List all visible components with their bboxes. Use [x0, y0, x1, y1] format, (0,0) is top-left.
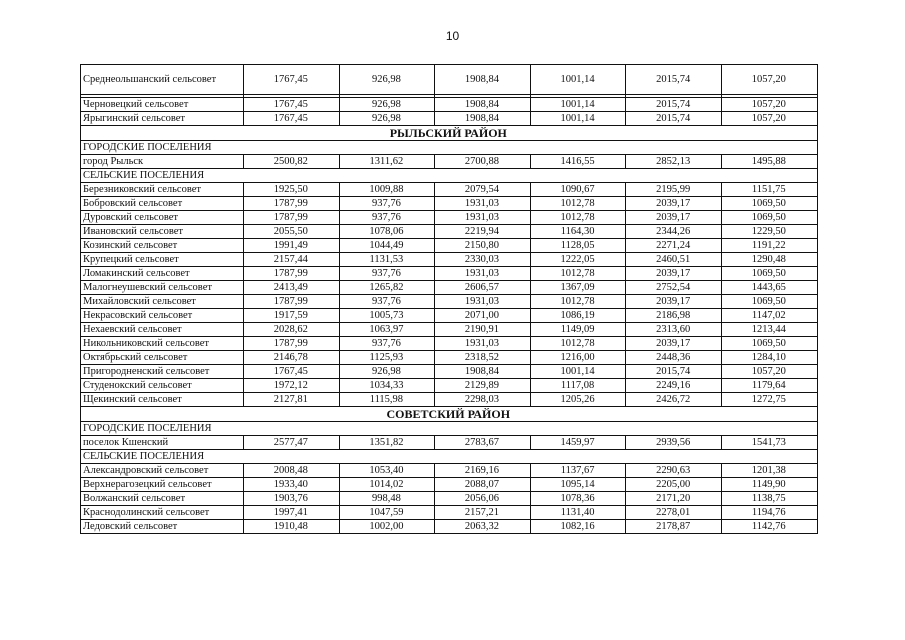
value-cell: 2157,21: [435, 506, 531, 520]
value-cell: 2313,60: [626, 323, 722, 337]
settlement-name-cell: Студенокский сельсовет: [81, 379, 244, 393]
value-cell: 1117,08: [530, 379, 626, 393]
value-cell: 1138,75: [721, 492, 817, 506]
settlement-name-cell: Щекинский сельсовет: [81, 393, 244, 407]
settlement-name-cell: Малогнеушевский сельсовет: [81, 281, 244, 295]
value-cell: 2079,54: [435, 183, 531, 197]
value-cell: 1012,78: [530, 267, 626, 281]
value-cell: 2500,82: [244, 155, 340, 169]
value-cell: 926,98: [339, 112, 435, 126]
settlement-name-cell: Бобровский сельсовет: [81, 197, 244, 211]
table-row: [81, 98, 818, 112]
value-cell: 1931,03: [435, 267, 531, 281]
value-cell: 2039,17: [626, 211, 722, 225]
value-cell: 2195,99: [626, 183, 722, 197]
value-cell: 2290,63: [626, 464, 722, 478]
value-cell: 1147,02: [721, 309, 817, 323]
value-cell: 1931,03: [435, 211, 531, 225]
value-cell: 1069,50: [721, 211, 817, 225]
settlement-name-cell: Ивановский сельсовет: [81, 225, 244, 239]
value-cell: 1057,20: [721, 98, 817, 112]
settlement-name-cell: Михайловский сельсовет: [81, 295, 244, 309]
table-row: [81, 211, 818, 225]
table-row: [81, 112, 818, 126]
value-cell: 1057,20: [721, 65, 817, 95]
section-title: СЕЛЬСКИЕ ПОСЕЛЕНИЯ: [81, 450, 818, 464]
value-cell: 1925,50: [244, 183, 340, 197]
section-title: ГОРОДСКИЕ ПОСЕЛЕНИЯ: [81, 141, 818, 155]
district-title: РЫЛЬСКИЙ РАЙОН: [81, 126, 818, 141]
value-cell: 2127,81: [244, 393, 340, 407]
table-row: [81, 337, 818, 351]
value-cell: 2055,50: [244, 225, 340, 239]
value-cell: 1057,20: [721, 365, 817, 379]
value-cell: 1012,78: [530, 295, 626, 309]
value-cell: 1495,88: [721, 155, 817, 169]
value-cell: 1191,22: [721, 239, 817, 253]
table-row: [81, 309, 818, 323]
value-cell: 1908,84: [435, 65, 531, 95]
tariff-table-container: [80, 64, 817, 534]
value-cell: 1009,88: [339, 183, 435, 197]
table-row: [81, 323, 818, 337]
value-cell: 1002,00: [339, 520, 435, 534]
value-cell: 2063,32: [435, 520, 531, 534]
value-cell: 2015,74: [626, 112, 722, 126]
value-cell: 2577,47: [244, 436, 340, 450]
value-cell: 1082,16: [530, 520, 626, 534]
value-cell: 2298,03: [435, 393, 531, 407]
page-number: 10: [445, 29, 460, 43]
value-cell: 1078,36: [530, 492, 626, 506]
value-cell: 1459,97: [530, 436, 626, 450]
value-cell: 2146,78: [244, 351, 340, 365]
value-cell: 1767,45: [244, 98, 340, 112]
table-row: [81, 436, 818, 450]
value-cell: 2700,88: [435, 155, 531, 169]
value-cell: 2330,03: [435, 253, 531, 267]
value-cell: 1311,62: [339, 155, 435, 169]
value-cell: 1910,48: [244, 520, 340, 534]
value-cell: 1095,14: [530, 478, 626, 492]
value-cell: 1001,14: [530, 65, 626, 95]
value-cell: 1416,55: [530, 155, 626, 169]
value-cell: 926,98: [339, 365, 435, 379]
value-cell: 1908,84: [435, 365, 531, 379]
value-cell: 1213,44: [721, 323, 817, 337]
value-cell: 2150,80: [435, 239, 531, 253]
value-cell: 1787,99: [244, 197, 340, 211]
value-cell: 2186,98: [626, 309, 722, 323]
district-header-row: [81, 126, 818, 141]
table-row: [81, 225, 818, 239]
value-cell: 1012,78: [530, 211, 626, 225]
value-cell: 1443,65: [721, 281, 817, 295]
value-cell: 1931,03: [435, 337, 531, 351]
settlement-name-cell: Нехаевский сельсовет: [81, 323, 244, 337]
value-cell: 2939,56: [626, 436, 722, 450]
settlement-name-cell: Черновецкий сельсовет: [81, 98, 244, 112]
section-header-row: [81, 450, 818, 464]
value-cell: 1131,53: [339, 253, 435, 267]
value-cell: 2071,00: [435, 309, 531, 323]
value-cell: 926,98: [339, 65, 435, 95]
value-cell: 1787,99: [244, 211, 340, 225]
value-cell: 1931,03: [435, 295, 531, 309]
value-cell: 2606,57: [435, 281, 531, 295]
value-cell: 1265,82: [339, 281, 435, 295]
value-cell: 937,76: [339, 295, 435, 309]
table-row: [81, 281, 818, 295]
table-row: [81, 351, 818, 365]
section-header-row: [81, 141, 818, 155]
settlement-name-cell: Краснодолинский сельсовет: [81, 506, 244, 520]
value-cell: 1125,93: [339, 351, 435, 365]
value-cell: 1069,50: [721, 267, 817, 281]
section-header-row: [81, 422, 818, 436]
value-cell: 2015,74: [626, 98, 722, 112]
table-row: [81, 239, 818, 253]
value-cell: 2205,00: [626, 478, 722, 492]
value-cell: 2448,36: [626, 351, 722, 365]
value-cell: 937,76: [339, 267, 435, 281]
table-row: [81, 267, 818, 281]
value-cell: 1933,40: [244, 478, 340, 492]
value-cell: 1284,10: [721, 351, 817, 365]
table-row: [81, 197, 818, 211]
settlement-name-cell: Ледовский сельсовет: [81, 520, 244, 534]
table-body: [81, 65, 818, 534]
value-cell: 1001,14: [530, 112, 626, 126]
value-cell: 1972,12: [244, 379, 340, 393]
value-cell: 1078,06: [339, 225, 435, 239]
value-cell: 937,76: [339, 337, 435, 351]
table-row: [81, 520, 818, 534]
value-cell: 2129,89: [435, 379, 531, 393]
value-cell: 1787,99: [244, 295, 340, 309]
settlement-name-cell: Ярыгинский сельсовет: [81, 112, 244, 126]
table-row: [81, 464, 818, 478]
value-cell: 2015,74: [626, 65, 722, 95]
value-cell: 1767,45: [244, 112, 340, 126]
settlement-name-cell: Среднеольшанский сельсовет: [81, 65, 244, 95]
value-cell: 1069,50: [721, 337, 817, 351]
value-cell: 2426,72: [626, 393, 722, 407]
settlement-name-cell: поселок Кшенский: [81, 436, 244, 450]
value-cell: 2039,17: [626, 267, 722, 281]
value-cell: 1997,41: [244, 506, 340, 520]
value-cell: 1787,99: [244, 267, 340, 281]
value-cell: 2783,67: [435, 436, 531, 450]
settlement-name-cell: Березниковский сельсовет: [81, 183, 244, 197]
value-cell: 1290,48: [721, 253, 817, 267]
section-title: ГОРОДСКИЕ ПОСЕЛЕНИЯ: [81, 422, 818, 436]
value-cell: 926,98: [339, 98, 435, 112]
value-cell: 2157,44: [244, 253, 340, 267]
value-cell: 1012,78: [530, 197, 626, 211]
value-cell: 1069,50: [721, 197, 817, 211]
settlement-name-cell: Дуровский сельсовет: [81, 211, 244, 225]
value-cell: 1908,84: [435, 98, 531, 112]
value-cell: 1272,75: [721, 393, 817, 407]
value-cell: 2028,62: [244, 323, 340, 337]
value-cell: 2249,16: [626, 379, 722, 393]
value-cell: 1351,82: [339, 436, 435, 450]
value-cell: 1034,33: [339, 379, 435, 393]
value-cell: 1005,73: [339, 309, 435, 323]
value-cell: 1047,59: [339, 506, 435, 520]
value-cell: 1164,30: [530, 225, 626, 239]
value-cell: 2278,01: [626, 506, 722, 520]
value-cell: 1142,76: [721, 520, 817, 534]
value-cell: 1069,50: [721, 295, 817, 309]
value-cell: 1767,45: [244, 365, 340, 379]
settlement-name-cell: Верхнерагозецкий сельсовет: [81, 478, 244, 492]
value-cell: 1222,05: [530, 253, 626, 267]
value-cell: 1001,14: [530, 365, 626, 379]
value-cell: 1128,05: [530, 239, 626, 253]
settlement-name-cell: Волжанский сельсовет: [81, 492, 244, 506]
tariff-table: [80, 64, 818, 534]
settlement-name-cell: Ломакинский сельсовет: [81, 267, 244, 281]
table-row: [81, 183, 818, 197]
value-cell: 1131,40: [530, 506, 626, 520]
value-cell: 998,48: [339, 492, 435, 506]
section-title: СЕЛЬСКИЕ ПОСЕЛЕНИЯ: [81, 169, 818, 183]
value-cell: 1090,67: [530, 183, 626, 197]
value-cell: 1053,40: [339, 464, 435, 478]
value-cell: 1216,00: [530, 351, 626, 365]
value-cell: 2088,07: [435, 478, 531, 492]
value-cell: 937,76: [339, 197, 435, 211]
value-cell: 2190,91: [435, 323, 531, 337]
value-cell: 1014,02: [339, 478, 435, 492]
value-cell: 1179,64: [721, 379, 817, 393]
value-cell: 1205,26: [530, 393, 626, 407]
value-cell: 1767,45: [244, 65, 340, 95]
value-cell: 1367,09: [530, 281, 626, 295]
value-cell: 1151,75: [721, 183, 817, 197]
value-cell: 2056,06: [435, 492, 531, 506]
value-cell: 2460,51: [626, 253, 722, 267]
value-cell: 2015,74: [626, 365, 722, 379]
value-cell: 1149,90: [721, 478, 817, 492]
value-cell: 1057,20: [721, 112, 817, 126]
settlement-name-cell: Некрасовский сельсовет: [81, 309, 244, 323]
settlement-name-cell: город Рыльск: [81, 155, 244, 169]
value-cell: 937,76: [339, 211, 435, 225]
district-header-row: [81, 407, 818, 422]
settlement-name-cell: Никольниковский сельсовет: [81, 337, 244, 351]
value-cell: 1903,76: [244, 492, 340, 506]
value-cell: 1086,19: [530, 309, 626, 323]
value-cell: 1201,38: [721, 464, 817, 478]
settlement-name-cell: Александровский сельсовет: [81, 464, 244, 478]
value-cell: 1917,59: [244, 309, 340, 323]
table-row: [81, 506, 818, 520]
table-row: [81, 155, 818, 169]
value-cell: 1908,84: [435, 112, 531, 126]
district-title: СОВЕТСКИЙ РАЙОН: [81, 407, 818, 422]
value-cell: 1149,09: [530, 323, 626, 337]
settlement-name-cell: Крупецкий сельсовет: [81, 253, 244, 267]
value-cell: 2008,48: [244, 464, 340, 478]
value-cell: 2039,17: [626, 295, 722, 309]
value-cell: 1229,50: [721, 225, 817, 239]
value-cell: 1063,97: [339, 323, 435, 337]
value-cell: 2344,26: [626, 225, 722, 239]
settlement-name-cell: Козинский сельсовет: [81, 239, 244, 253]
value-cell: 1931,03: [435, 197, 531, 211]
value-cell: 1001,14: [530, 98, 626, 112]
table-row: [81, 478, 818, 492]
table-row: [81, 365, 818, 379]
table-row: [81, 379, 818, 393]
value-cell: 1137,67: [530, 464, 626, 478]
value-cell: 2039,17: [626, 197, 722, 211]
value-cell: 2219,94: [435, 225, 531, 239]
value-cell: 2318,52: [435, 351, 531, 365]
value-cell: 2178,87: [626, 520, 722, 534]
section-header-row: [81, 169, 818, 183]
value-cell: 2413,49: [244, 281, 340, 295]
value-cell: 2169,16: [435, 464, 531, 478]
value-cell: 1012,78: [530, 337, 626, 351]
settlement-name-cell: Октябрьский сельсовет: [81, 351, 244, 365]
value-cell: 2171,20: [626, 492, 722, 506]
value-cell: 2039,17: [626, 337, 722, 351]
settlement-name-cell: Пригородненский сельсовет: [81, 365, 244, 379]
value-cell: 1787,99: [244, 337, 340, 351]
value-cell: 2852,13: [626, 155, 722, 169]
value-cell: 2271,24: [626, 239, 722, 253]
value-cell: 1044,49: [339, 239, 435, 253]
value-cell: 1115,98: [339, 393, 435, 407]
table-row: [81, 393, 818, 407]
value-cell: 1194,76: [721, 506, 817, 520]
value-cell: 1541,73: [721, 436, 817, 450]
value-cell: 1991,49: [244, 239, 340, 253]
value-cell: 2752,54: [626, 281, 722, 295]
table-row: [81, 253, 818, 267]
table-row: [81, 65, 818, 95]
table-row: [81, 295, 818, 309]
table-row: [81, 492, 818, 506]
